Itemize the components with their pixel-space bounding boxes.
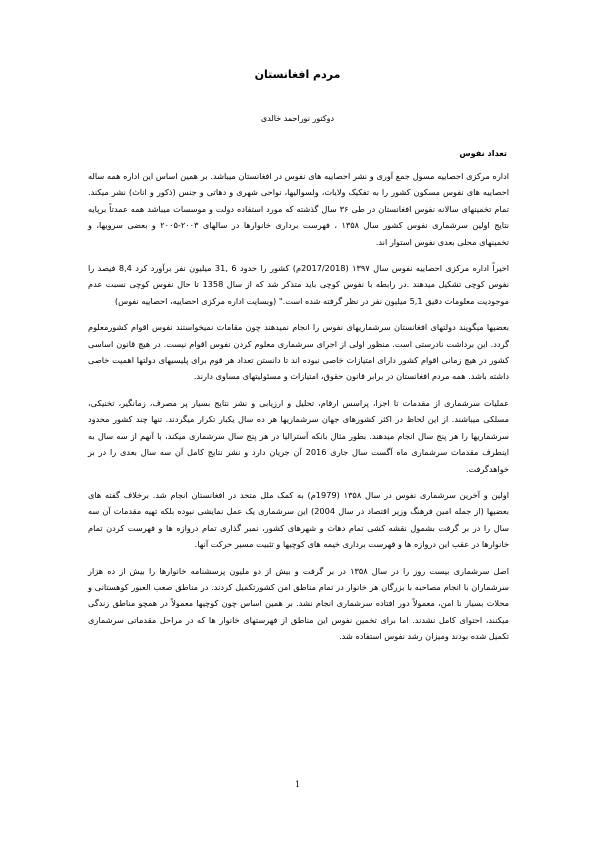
paragraph: اداره مرکزی احصاییه مسول جمع آوری و نشر احصاییه های نفوس در افغانستان میباشد. بر همین اساس این اداره همه ساله احصاییه های نفوس مسکون کشور را به تفکیک ولایات، ولسوالیها، نواحی شهری و دهاتی و جنس (ذکور و اناث) نشر میکند. تمام تخمینهای سالانه نفوس افغانستان در طی ۳۶ سال گذشته که مورد استفاده دولت و موسسات میباشد همه عمدتاً برپایه نتایج اولین سرشماری نفوس کشور سال ۱۳۵۸ ، فهرست برداری خانوارها در سالهای ۲۰۰۳-۲۰۰۵ و بعضی سرویها، و تخمینهای محلی بعدی نفوس استوار اند. [88, 171, 509, 247]
paragraph: اخیراً اداره مرکزی احصاییه نفوس سال ۱۳۹۷ (2017/2018م) کشور را حدود 6 ,31 میلیون نفر برآورد کرد 8,4 فیصد را نفوس کوچی تشکیل میدهند .در رابطه با نفوس کوچی باید متذکر شد که از سال 1358 تا حال نفوس کوچی نسبت عدم موجودیت معلومات دقیق 5,1 میلیون نفر در نظر گرفته شده است." (وبسایت اداره مرکزی احصاییه، احصاییه نفوس) [88, 263, 510, 306]
paragraph: اصل سرشماری بیست روز را در سال ۱۳۵۸ در بر گرفت و بیش از دو ملیون پرسشنامه خانوارها را بیش از ده هزار سرشماران با انجام مصاحبه با بزرگان هر خانوار در تمام مناطق امن کشورتکمیل کردند. در مناطق صعب العبور کوهستانی و محلات بسیار نا امن، معمولاً دور افتاده سرشماری انجام نشد. بر همین اساس چون کوچیها معمولاً در همچو مناطق زندگی میکنند، احتوای کامل نشدند. اما برای تخمین نفوس این مناطق از فهرستهای خانوار ها که در مراحل مقدماتی سرشماری تکمیل شده بودند ومیزان رشد نفوس استفاده شد. [88, 565, 509, 642]
document-title: مردم افغانستان [254, 68, 341, 81]
page-number: 1 [294, 780, 301, 789]
document-body [88, 168, 509, 645]
paragraph: بعضیها میگویند دولتهای افغانستان سرشماریهای نفوس را انجام نمیدهند چون مقامات نمیخواستند نفوس اقوام کشورمعلوم گردد. این برداشت نادرستی است. منظور اولی از اجرای سرشماری معلوم کردن نفوس اقوام نیست. در هیچ قانون اساسی کشور در هیچ زمانی اقوام کشور دارای امتیازات خاصی نبوده اند تا دانستن تعداد هر قوم برای پلیسیهای دولتها اهمیت خاصی داشته باشد. همه مردم افغانستان در برابر قانون حقوق، امتیازات و مسئولیتهای مساوی دارند. [88, 322, 509, 382]
paragraph: اولین و آخرین سرشماری نفوس در سال ۱۳۵۸ (1979م) به کمک ملل متحد در افغانستان انجام شد. برخلاف گفته های بعضیها (از جمله امین فرهنگ وزیر اقتصاد در سال 2004) این سرشماری یک عمل نمایشی نبوده بلکه تهیه مقدمات آن سه سال را در بر گرفت بشمول نقشه کشی تمام دهات و شهرهای کشور، نمبر گذاری تمام دروازه ها و فهرست کردن تمام خانوارها در عقب این دروازه ها و فهرست برداری خیمه های کوچیها و تثبیت مسیر حرکت آنها. [88, 489, 509, 550]
author-name: دوکتور نوراحمد خالدی [260, 114, 335, 123]
paragraph: عملیات سرشماری از مقدمات تا اجرا، پراسس ارقام، تحلیل و ارزیابی و نشر نتایج بسیار پر مصرف، زمانگیر، تخنیکی، مسلکی میباشند. از این لحاظ در اکثر کشورهای جهان سرشماریها هر ده سال یکبار تکرار میگردند. تنها چند کشور محدود سرشماریها را هر پنج سال انجام میدهند. بطور مثال بانکه آسترالیا در هر پنج سال سرشماری میکند، با آنهم از سه سال به اینطرف مقدمات سرشماری ماه آگست سال جاری 2016 آن جریان دارد و نشر نتایج کامل آن سه سال بعدی را در بر خواهدگرفت. [88, 397, 509, 474]
section-heading: تعداد نفوس [459, 148, 507, 158]
